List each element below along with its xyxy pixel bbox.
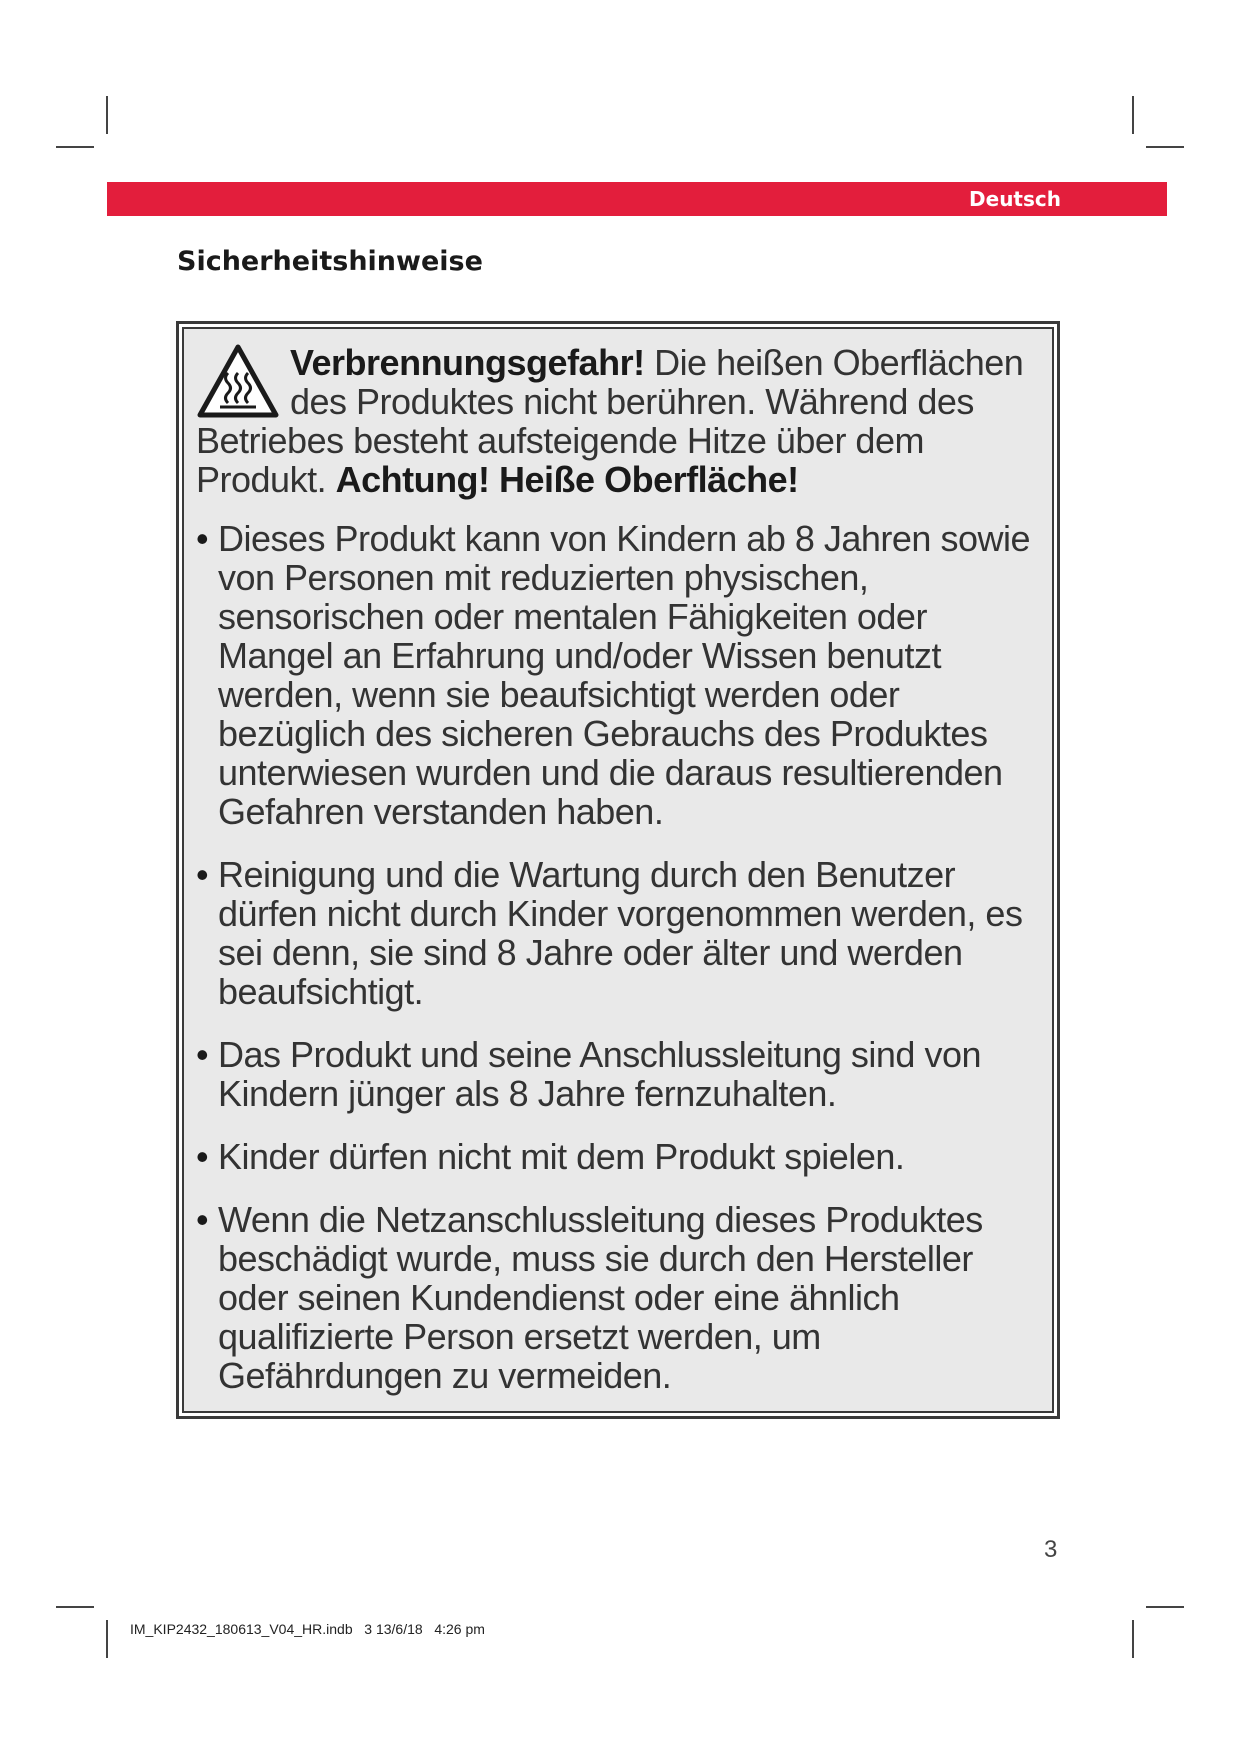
bullet-text: Reinigung und die Wartung durch den Benutzer dürfen nicht durch Kinder vorgenommen werden, es sei denn, sie sind 8 Jahre oder älter und werden beaufsichtigt.: [218, 854, 1023, 1012]
page-number: 3: [1044, 1536, 1058, 1563]
bullet-icon: •: [196, 854, 209, 895]
hot-surface-warning-icon: [196, 343, 280, 421]
safety-bullet-list: [196, 519, 1034, 1395]
crop-mark-top-left-v: [106, 96, 108, 134]
bullet-text: Kinder dürfen nicht mit dem Produkt spielen.: [218, 1136, 905, 1177]
bullet-icon: •: [196, 1136, 209, 1177]
warning-intro: [196, 343, 1034, 499]
bullet-icon: •: [196, 518, 209, 559]
list-item: [196, 1035, 1034, 1113]
warning-box-inner: [182, 327, 1054, 1413]
warning-text: Die heißen Oberflächen des Produktes nicht berühren. Während des Betriebes besteht aufsteigende Hitze über dem Produkt.: [196, 342, 1024, 500]
crop-mark-top-right-v: [1132, 96, 1134, 134]
warning-heading: Verbrennungsgefahr!: [290, 342, 645, 383]
bullet-text: Dieses Produkt kann von Kindern ab 8 Jahren sowie von Personen mit reduzierten physischen, sensorischen oder mentalen Fähigkeiten oder Mangel an Erfahrung und/oder Wissen benutzt werden, wenn sie beaufsichtigt werden oder bezüglich des sicheren Gebrauchs des Produktes unterwiesen wurden und die daraus resultierenden Gefahren verstanden haben.: [218, 518, 1030, 832]
list-item: [196, 519, 1034, 831]
list-item: [196, 1200, 1034, 1395]
list-item: [196, 1137, 1034, 1176]
crop-mark-bottom-right-h: [1146, 1606, 1184, 1608]
warning-box: [176, 321, 1060, 1419]
header-bar: [107, 182, 1167, 216]
footer-file-info: IM_KIP2432_180613_V04_HR.indb 3 13/6/18 4:26 pm: [130, 1621, 485, 1637]
section-title: Sicherheitshinweise: [177, 246, 483, 277]
bullet-text: Wenn die Netzanschlussleitung dieses Produktes beschädigt wurde, muss sie durch den Hersteller oder seinen Kundendienst oder eine ähnlich qualifizierte Person ersetzt werden, um Gefährdungen zu vermeiden.: [218, 1199, 983, 1396]
crop-mark-top-left-h: [56, 146, 94, 148]
bullet-icon: •: [196, 1199, 209, 1240]
crop-mark-top-right-h: [1146, 146, 1184, 148]
language-label: Deutsch: [969, 187, 1061, 211]
crop-mark-bottom-left-v: [106, 1620, 108, 1658]
warning-caution: Achtung! Heiße Oberfläche!: [335, 459, 799, 500]
crop-mark-bottom-right-v: [1132, 1620, 1134, 1658]
list-item: [196, 855, 1034, 1011]
bullet-icon: •: [196, 1034, 209, 1075]
crop-mark-bottom-left-h: [56, 1606, 94, 1608]
bullet-text: Das Produkt und seine Anschlussleitung sind von Kindern jünger als 8 Jahre fernzuhalten.: [218, 1034, 981, 1114]
